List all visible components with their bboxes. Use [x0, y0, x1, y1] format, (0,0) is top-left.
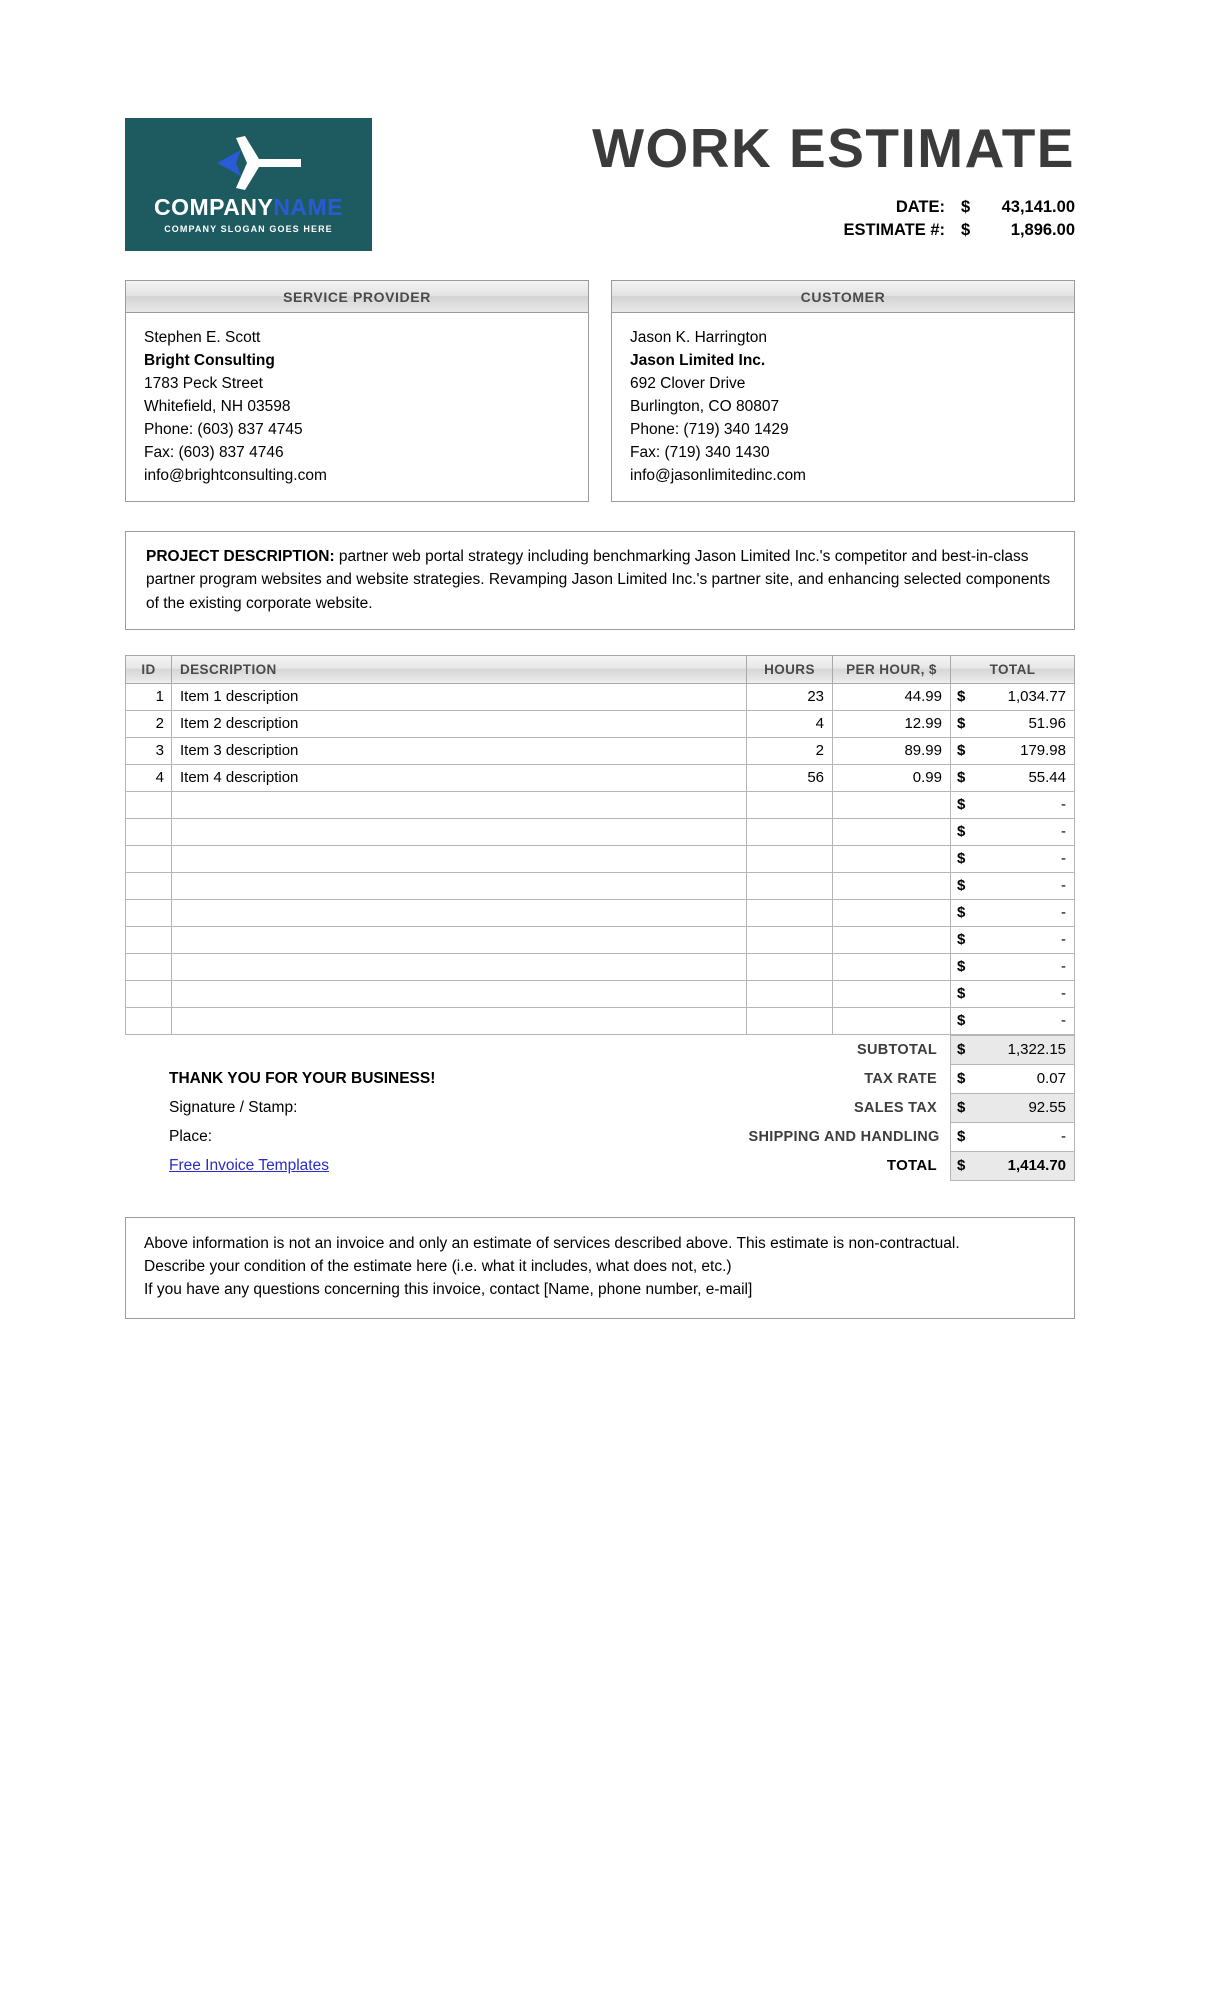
cell-description: Item 1 description [172, 683, 747, 710]
cell-hours [747, 818, 833, 845]
summary-label: TAX RATE [864, 1070, 937, 1087]
cell-id [126, 818, 172, 845]
summary-row [125, 1064, 1075, 1093]
cell-total-value: - [1061, 850, 1066, 868]
summary-label: SALES TAX [854, 1099, 937, 1116]
cell-hours [747, 872, 833, 899]
cell-per-hour: 44.99 [833, 683, 951, 710]
cell-id [126, 980, 172, 1007]
customer-heading: CUSTOMER [612, 281, 1074, 313]
date-currency: $ [961, 197, 971, 216]
cell-per-hour [833, 872, 951, 899]
customer-street: 692 Clover Drive [630, 375, 746, 393]
cell-id: 3 [126, 737, 172, 764]
cell-hours: 4 [747, 710, 833, 737]
project-description-block [125, 531, 1075, 630]
column-header-total: TOTAL [951, 655, 1075, 683]
cell-per-hour [833, 899, 951, 926]
cell-id [126, 899, 172, 926]
logo-name-part1: COMPANY [153, 194, 274, 220]
cell-per-hour [833, 845, 951, 872]
cell-id [126, 872, 172, 899]
cell-total [951, 818, 1075, 845]
summary-value-cell [951, 1151, 1075, 1180]
summary-value: 0.07 [1036, 1070, 1066, 1088]
cell-total-value: - [1061, 958, 1066, 976]
cell-total-value: - [1061, 823, 1066, 841]
cell-id [126, 953, 172, 980]
service-provider-heading: SERVICE PROVIDER [126, 281, 588, 313]
cell-description [172, 845, 747, 872]
cell-total-currency: $ [957, 904, 966, 922]
service-provider-city-state-zip: Whitefield, NH 03598 [144, 398, 291, 416]
cell-total [951, 683, 1075, 710]
summary-row [125, 1122, 1075, 1151]
table-row[interactable] [126, 872, 1075, 899]
cell-description [172, 1007, 747, 1034]
cell-description [172, 926, 747, 953]
project-description-label: PROJECT DESCRIPTION: [146, 548, 335, 566]
summary-value: 1,322.15 [1007, 1041, 1066, 1059]
estimate-number-currency: $ [961, 221, 971, 240]
service-provider-phone: Phone: (603) 837 4745 [144, 421, 303, 439]
cell-id: 2 [126, 710, 172, 737]
free-invoice-templates-link[interactable]: Free Invoice Templates [169, 1156, 329, 1174]
table-row[interactable] [126, 764, 1075, 791]
service-provider-contact-name: Stephen E. Scott [144, 329, 261, 346]
project-description-text: partner web portal strategy including benchmarking Jason Limited Inc.'s competitor and best-in-class partner program websites and website strategies. Revamping Jason Limited Inc.'s partner site, and enhancing selected components of the existing corporate website. [146, 548, 1051, 612]
cell-total [951, 980, 1075, 1007]
cell-total-currency: $ [957, 769, 966, 787]
thank-you-text: THANK YOU FOR YOUR BUSINESS! [169, 1069, 436, 1087]
cell-total [951, 710, 1075, 737]
cell-hours: 56 [747, 764, 833, 791]
summary-label: SUBTOTAL [857, 1041, 937, 1058]
service-provider-email: info@brightconsulting.com [144, 467, 327, 485]
cell-id [126, 1007, 172, 1034]
cell-per-hour [833, 818, 951, 845]
cell-description [172, 899, 747, 926]
column-header-description: DESCRIPTION [172, 655, 747, 683]
free-invoice-templates-link [125, 1151, 749, 1180]
signature-label: Signature / Stamp: [169, 1098, 298, 1116]
cell-total [951, 1007, 1075, 1034]
cell-total-currency: $ [957, 931, 966, 949]
place-label: Place: [169, 1127, 213, 1145]
cell-id [126, 791, 172, 818]
cell-hours [747, 1007, 833, 1034]
summary-value: - [1061, 1128, 1066, 1146]
summary-label: TOTAL [886, 1157, 937, 1175]
cell-description [172, 872, 747, 899]
table-header-row [126, 655, 1075, 683]
service-provider-fax: Fax: (603) 837 4746 [144, 444, 284, 462]
cell-description [172, 791, 747, 818]
table-row[interactable] [126, 899, 1075, 926]
cell-total [951, 845, 1075, 872]
cell-total [951, 764, 1075, 791]
summary-value-cell [951, 1035, 1075, 1064]
customer-contact-name: Jason K. Harrington [630, 329, 767, 346]
footnote-line-3: If you have any questions concerning this invoice, contact [Name, phone number, e-mail] [144, 1281, 753, 1299]
cell-total-currency: $ [957, 958, 966, 976]
cell-total-currency: $ [957, 1012, 966, 1030]
cell-per-hour: 0.99 [833, 764, 951, 791]
cell-total-currency: $ [957, 715, 966, 733]
summary-area [125, 1035, 1075, 1181]
cell-total-currency: $ [957, 850, 966, 868]
summary-body [125, 1035, 1075, 1180]
cell-total-currency: $ [957, 796, 966, 814]
estimate-number-row [844, 219, 1075, 242]
table-row[interactable] [126, 710, 1075, 737]
cell-id [126, 926, 172, 953]
summary-value-cell [951, 1093, 1075, 1122]
cell-total [951, 791, 1075, 818]
header-meta [844, 196, 1075, 243]
summary-label: SHIPPING AND HANDLING [748, 1128, 940, 1145]
cell-hours: 23 [747, 683, 833, 710]
summary-currency: $ [957, 1157, 966, 1175]
cell-description: Item 4 description [172, 764, 747, 791]
header-right-block [372, 118, 1075, 243]
cell-description [172, 953, 747, 980]
cell-description [172, 980, 747, 1007]
table-row[interactable] [126, 953, 1075, 980]
document-header [0, 0, 1220, 280]
cell-total-value: 1,034.77 [1007, 688, 1066, 706]
cell-total-currency: $ [957, 688, 966, 706]
summary-value-cell [951, 1064, 1075, 1093]
cell-description: Item 2 description [172, 710, 747, 737]
cell-per-hour [833, 980, 951, 1007]
summary-currency: $ [957, 1041, 966, 1059]
logo-company-name [125, 194, 372, 221]
cell-hours [747, 926, 833, 953]
cell-hours [747, 899, 833, 926]
cell-per-hour [833, 926, 951, 953]
summary-left-spacer [125, 1035, 749, 1064]
table-row[interactable] [126, 818, 1075, 845]
customer-company: Jason Limited Inc. [630, 352, 766, 370]
cell-total-value: 55.44 [1028, 769, 1066, 787]
table-row[interactable] [126, 845, 1075, 872]
cell-id [126, 845, 172, 872]
cell-hours [747, 953, 833, 980]
cell-total [951, 953, 1075, 980]
cell-total-value: - [1061, 931, 1066, 949]
customer-details [612, 313, 1074, 501]
cell-total [951, 926, 1075, 953]
footnote-block [125, 1217, 1075, 1319]
cell-hours [747, 845, 833, 872]
logo-slogan: COMPANY SLOGAN GOES HERE [164, 224, 333, 234]
service-provider-company: Bright Consulting [144, 352, 275, 370]
company-logo [125, 118, 372, 251]
date-value: 43,141.00 [1001, 197, 1075, 216]
summary-value: 1,414.70 [1007, 1157, 1066, 1175]
summary-value-cell [951, 1122, 1075, 1151]
column-header-id: ID [126, 655, 172, 683]
summary-row [125, 1035, 1075, 1064]
line-items-table [125, 655, 1075, 1035]
cell-hours [747, 980, 833, 1007]
cell-total-value: - [1061, 1012, 1066, 1030]
table-row[interactable] [126, 683, 1075, 710]
column-header-hours: HOURS [747, 655, 833, 683]
summary-currency: $ [957, 1070, 966, 1088]
customer-email: info@jasonlimitedinc.com [630, 467, 806, 485]
date-row [844, 196, 1075, 219]
cell-total [951, 737, 1075, 764]
cell-hours [747, 791, 833, 818]
service-provider-street: 1783 Peck Street [144, 375, 263, 393]
footnote-line-1: Above information is not an invoice and only an estimate of services described above. This estimate is non-contractual. [144, 1234, 960, 1252]
cell-total-value: 51.96 [1028, 715, 1066, 733]
cell-total-value: 179.98 [1020, 742, 1066, 760]
cell-id: 1 [126, 683, 172, 710]
customer-city-state-zip: Burlington, CO 80807 [630, 398, 780, 416]
summary-currency: $ [957, 1128, 966, 1146]
cell-total-currency: $ [957, 877, 966, 895]
summary-currency: $ [957, 1099, 966, 1117]
cell-total-currency: $ [957, 823, 966, 841]
logo-name-part2: NAME [273, 194, 344, 220]
cell-total-value: - [1061, 904, 1066, 922]
footnote-line-2: Describe your condition of the estimate here (i.e. what it includes, what does not, etc.) [144, 1258, 732, 1276]
cell-description: Item 3 description [172, 737, 747, 764]
summary-table [125, 1035, 1075, 1181]
customer-phone: Phone: (719) 340 1429 [630, 421, 789, 439]
party-blocks [0, 280, 1220, 502]
cell-total [951, 899, 1075, 926]
cell-total-currency: $ [957, 985, 966, 1003]
page-title: WORK ESTIMATE [592, 117, 1075, 179]
cell-per-hour [833, 791, 951, 818]
table-row[interactable] [126, 791, 1075, 818]
column-header-per-hour: PER HOUR, $ [833, 655, 951, 683]
table-row[interactable] [126, 980, 1075, 1007]
summary-row [125, 1151, 1075, 1180]
arrow-logo-icon [189, 124, 309, 202]
cell-total-value: - [1061, 877, 1066, 895]
summary-row [125, 1093, 1075, 1122]
customer-block [611, 280, 1075, 502]
table-row[interactable] [126, 926, 1075, 953]
service-provider-block [125, 280, 589, 502]
cell-per-hour: 12.99 [833, 710, 951, 737]
table-row[interactable] [126, 1007, 1075, 1034]
cell-description [172, 818, 747, 845]
cell-total-value: - [1061, 796, 1066, 814]
cell-hours: 2 [747, 737, 833, 764]
service-provider-details [126, 313, 588, 501]
cell-total-currency: $ [957, 742, 966, 760]
cell-total [951, 872, 1075, 899]
estimate-number-label: ESTIMATE #: [843, 221, 945, 240]
cell-id: 4 [126, 764, 172, 791]
customer-fax: Fax: (719) 340 1430 [630, 444, 770, 462]
table-row[interactable] [126, 737, 1075, 764]
cell-total-value: - [1061, 985, 1066, 1003]
summary-value: 92.55 [1028, 1099, 1066, 1117]
line-items-body [126, 683, 1075, 1034]
cell-per-hour [833, 953, 951, 980]
estimate-number-value: 1,896.00 [1010, 221, 1075, 240]
cell-per-hour: 89.99 [833, 737, 951, 764]
date-label: DATE: [895, 197, 945, 216]
cell-per-hour [833, 1007, 951, 1034]
